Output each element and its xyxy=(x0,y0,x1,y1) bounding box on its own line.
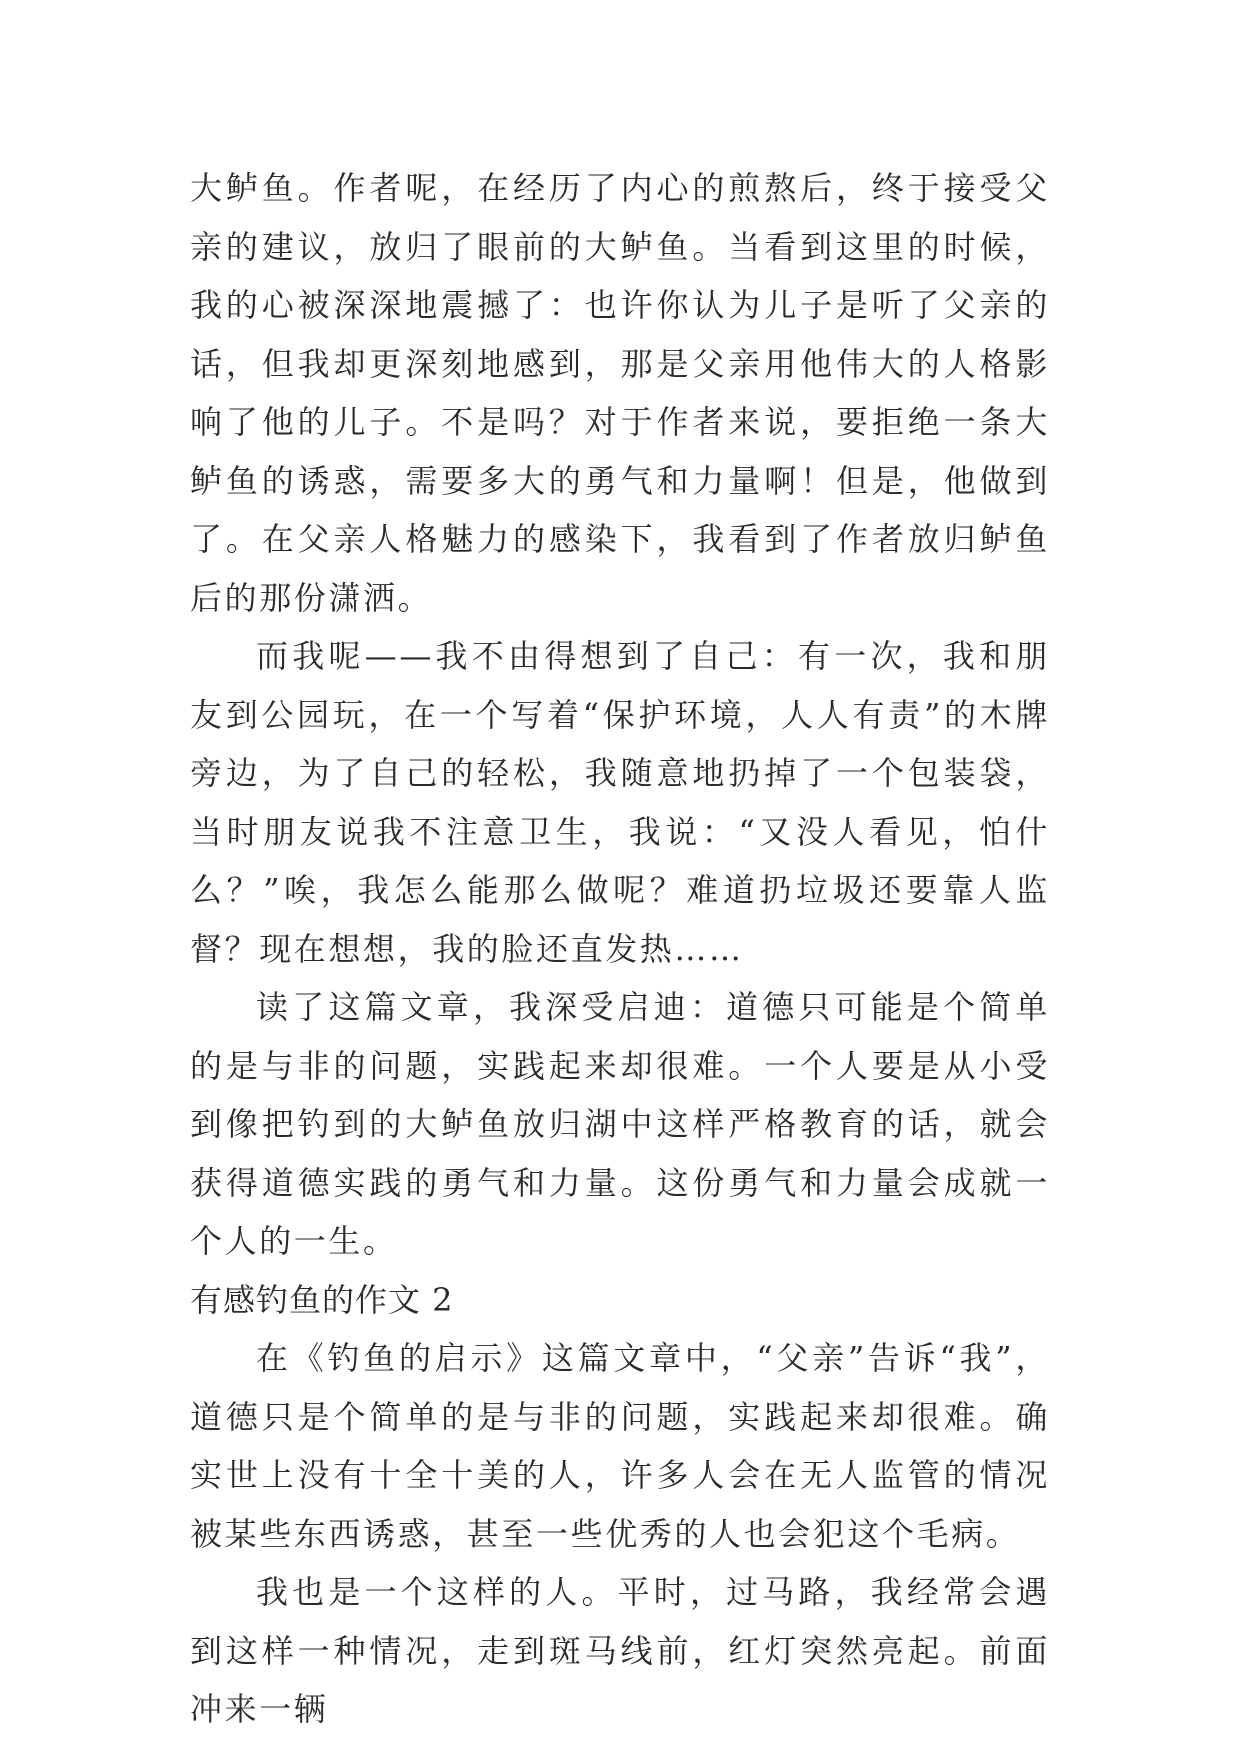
paragraph-2: 而我呢——我不由得想到了自己：有一次，我和朋友到公园玩，在一个写着“保护环境，人人有责”的木牌旁边，为了自己的轻松，我随意地扔掉了一个包装袋，当时朋友说我不注意卫生，我说：“又没人看见，怕什么？”唉，我怎么能那么做呢？难道扔垃圾还要靠人监督？现在想想，我的脸还直发热…… xyxy=(190,637,1050,968)
section-heading: 有感钓鱼的作文 2 xyxy=(190,1280,454,1319)
paragraph-4: 在《钓鱼的启示》这篇文章中，“父亲”告诉“我”，道德只是个简单的是与非的问题，实践起来却很难。确实世上没有十全十美的人，许多人会在无人监管的情况被某些东西诱惑，甚至一些优秀的人也会犯这个毛病。 xyxy=(190,1339,1050,1553)
document-body xyxy=(190,159,1050,1739)
paragraph-5: 我也是一个这样的人。平时，过马路，我经常会遇到这样一种情况，走到斑马线前，红灯突然亮起。前面冲来一辆 xyxy=(190,1573,1050,1728)
paragraph-3: 读了这篇文章，我深受启迪：道德只可能是个简单的是与非的问题，实践起来却很难。一个人要是从小受到像把钓到的大鲈鱼放归湖中这样严格教育的话，就会获得道德实践的勇气和力量。这份勇气和力量会成就一个人的一生。 xyxy=(190,988,1050,1260)
paragraph-1: 大鲈鱼。作者呢，在经历了内心的煎熬后，终于接受父亲的建议，放归了眼前的大鲈鱼。当看到这里的时候，我的心被深深地震撼了：也许你认为儿子是听了父亲的话，但我却更深刻地感到，那是父亲用他伟大的人格影响了他的儿子。不是吗？对于作者来说，要拒绝一条大鲈鱼的诱惑，需要多大的勇气和力量啊！但是，他做到了。在父亲人格魅力的感染下，我看到了作者放归鲈鱼后的那份潇洒。 xyxy=(190,169,1050,617)
